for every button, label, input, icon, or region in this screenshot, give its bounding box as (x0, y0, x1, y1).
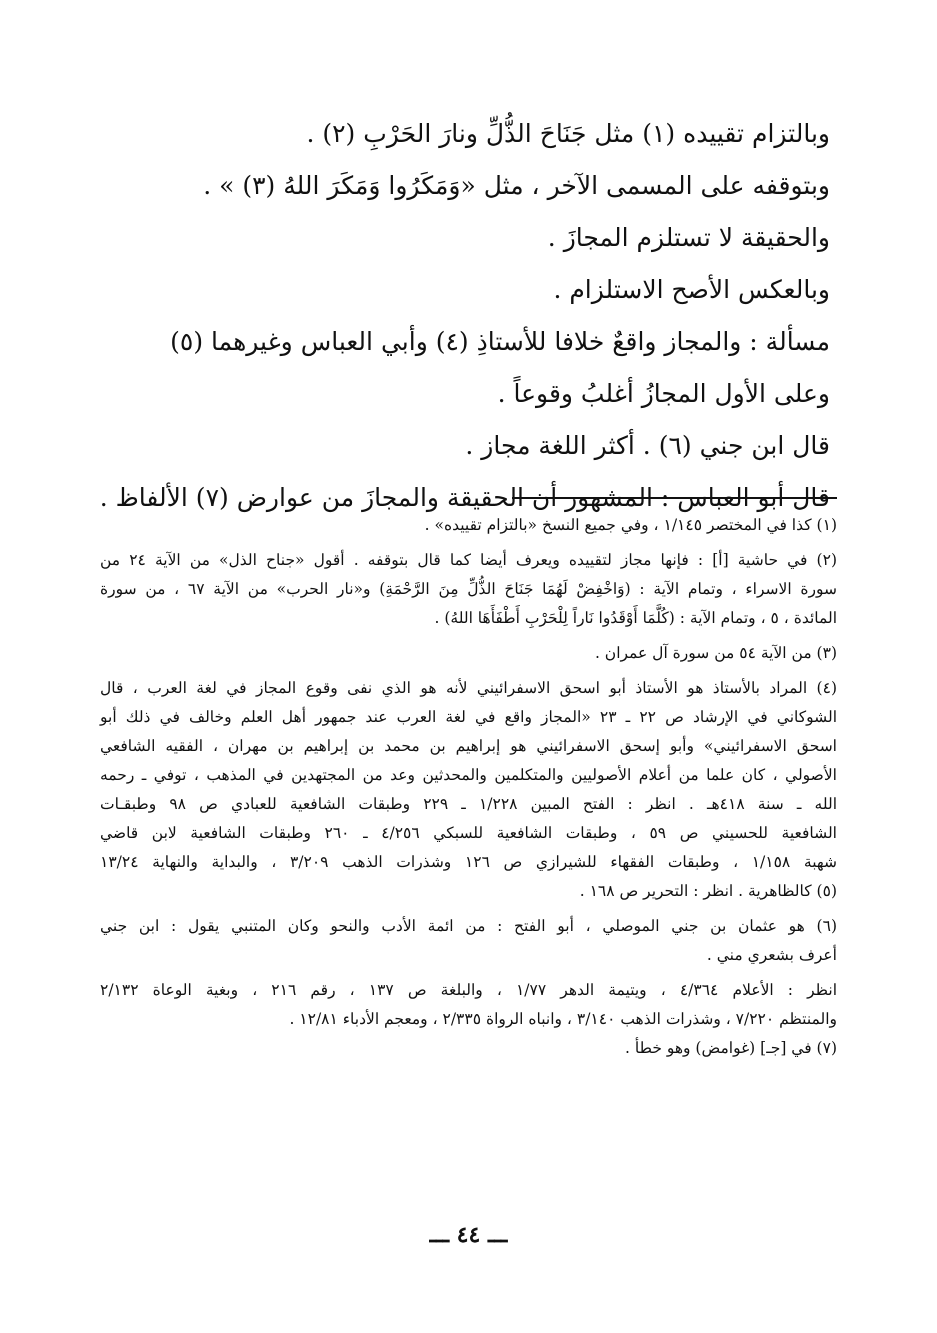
main-text-line: والحقيقة لا تستلزم المجازَ . (547, 223, 830, 252)
footnote-4: اسحق الاسفرائيني» وأبو إسحق الاسفرائيني هو إبراهيم بن محمد بن إبراهيم بن مهران ، الفقيه الشافعي (100, 737, 837, 755)
main-text-line: مسألة : والمجاز واقعٌ خلافا للأستاذِ (٤) وأبي العباس وغيرهما (٥) (170, 327, 830, 356)
footnote-2: (٢) في حاشية [أ] : فإنها مجاز لتقييده ويعرف أيضا كما قال بتوقفه . أقول «جناح الذل» من الآية ٢٤ من (100, 551, 837, 569)
footnote-2: المائدة ، ٥ ، وتمام الآية : (كُلَّمَا أَوْقَدُوا نَاراً لِلْحَرْبِ أَطْفَأَهَا اللهُ) . (434, 609, 837, 627)
footnote-4: (٤) المراد بالأستاذ هو الأستاذ أبو اسحق الاسفرائيني لأنه هو الذي نفى وقوع المجاز في لغة العرب ، قال (100, 679, 837, 697)
footnote-separator (512, 497, 837, 499)
footnote-4: الشوكاني في الإرشاد ص ٢٢ ـ ٢٣ «المجاز واقع في لغة العرب عند جمهور أهل العلم وخالف في ذلك أبو (100, 708, 837, 726)
main-text-line: وبالتزام تقييده (١) مثل جَنَاحَ الذُّلِّ ونارَ الحَرْبِ (٢) . (306, 119, 830, 148)
footnote-4: الأصولي ، كان علما من أعلام الأصوليين والمتكلمين والمحدثين وعد من المجتهدين في المذهب ، توفي ـ رحمه (100, 766, 837, 784)
main-text-line: قال أبو العباس : المشهور أن الحقيقة والمجازَ من عوارض (٧) الألفاظ . (99, 483, 830, 512)
footnote-7: (٧) في [جـ] (غوامض) وهو خطأ . (625, 1039, 837, 1057)
footnote-2: سورة الاسراء ، وتمام الآية : (وَاخْفِضْ لَهُمَا جَنَاحَ الذُّلِّ مِنَ الرَّحْمَةِ) و«نار الحرب» من الآية ٦٧ ، من سورة (100, 580, 837, 598)
footnote-5: (٥) كالظاهرية . انظر : التحرير ص ١٦٨ . (579, 882, 837, 900)
main-text-line: وبالعكس الأصح الاستلزام . (553, 275, 830, 304)
page-number: ـــ ٤٤ ـــ (429, 1222, 508, 1248)
footnote-6-references: والمنتظم ٧/٢٢٠ ، وشذرات الذهب ٣/١٤٠ ، وانباه الرواة ٢/٣٣٥ ، ومعجم الأدباء ١٢/٨١ . (289, 1010, 837, 1028)
footnote-6-references: انظر : الأعلام ٤/٣٦٤ ، ويتيمة الدهر ١/٧٧ ، والبلغة ص ١٣٧ ، رقم ٢١٦ ، وبغية الوعاة ٢/١٣٢ (100, 981, 838, 999)
main-text-line: قال ابن جني (٦) . أكثر اللغة مجاز . (465, 431, 830, 460)
footnote-6: أعرف بشعري مني . (706, 946, 837, 964)
main-text-line: وعلى الأول المجازُ أغلبُ وقوعاً . (497, 379, 830, 408)
main-text (100, 108, 830, 524)
footnotes (100, 511, 837, 1063)
main-text-line: وبتوقفه على المسمى الآخر ، مثل «وَمَكَرُوا وَمَكَرَ اللهُ (٣) » . (203, 171, 830, 200)
footnote-6: (٦) هو عثمان بن جني الموصلي ، أبو الفتح : من ائمة الأدب والنحو وكان المتنبي يقول : ابن جني (100, 917, 837, 935)
footnote-4: الله ـ سنة ٤١٨هـ . انظر : الفتح المبين ١/٢٢٨ ـ ٢٢٩ وطبقات الشافعية للعبادي ص ٩٨ وطبقـات (100, 795, 837, 813)
footnote-4: الشافعية للحسيني ص ٥٩ ، وطبقات الشافعية للسبكي ٤/٢٥٦ ـ ٢٦٠ وطبقات الشافعية لابن قاضي (100, 824, 837, 842)
footnote-3: (٣) من الآية ٥٤ من سورة آل عمران . (594, 644, 837, 662)
footnote-4: شهبة ١/١٥٨ ، وطبقات الفقهاء للشيرازي ص ١٢٦ وشذرات الذهب ٣/٢٠٩ ، والبداية والنهاية ١٣/٢٤ (100, 853, 838, 871)
footnote-1: (١) كذا في المختصر ١/١٤٥ ، وفي جميع النسخ «بالتزام تقييده» . (424, 516, 837, 534)
